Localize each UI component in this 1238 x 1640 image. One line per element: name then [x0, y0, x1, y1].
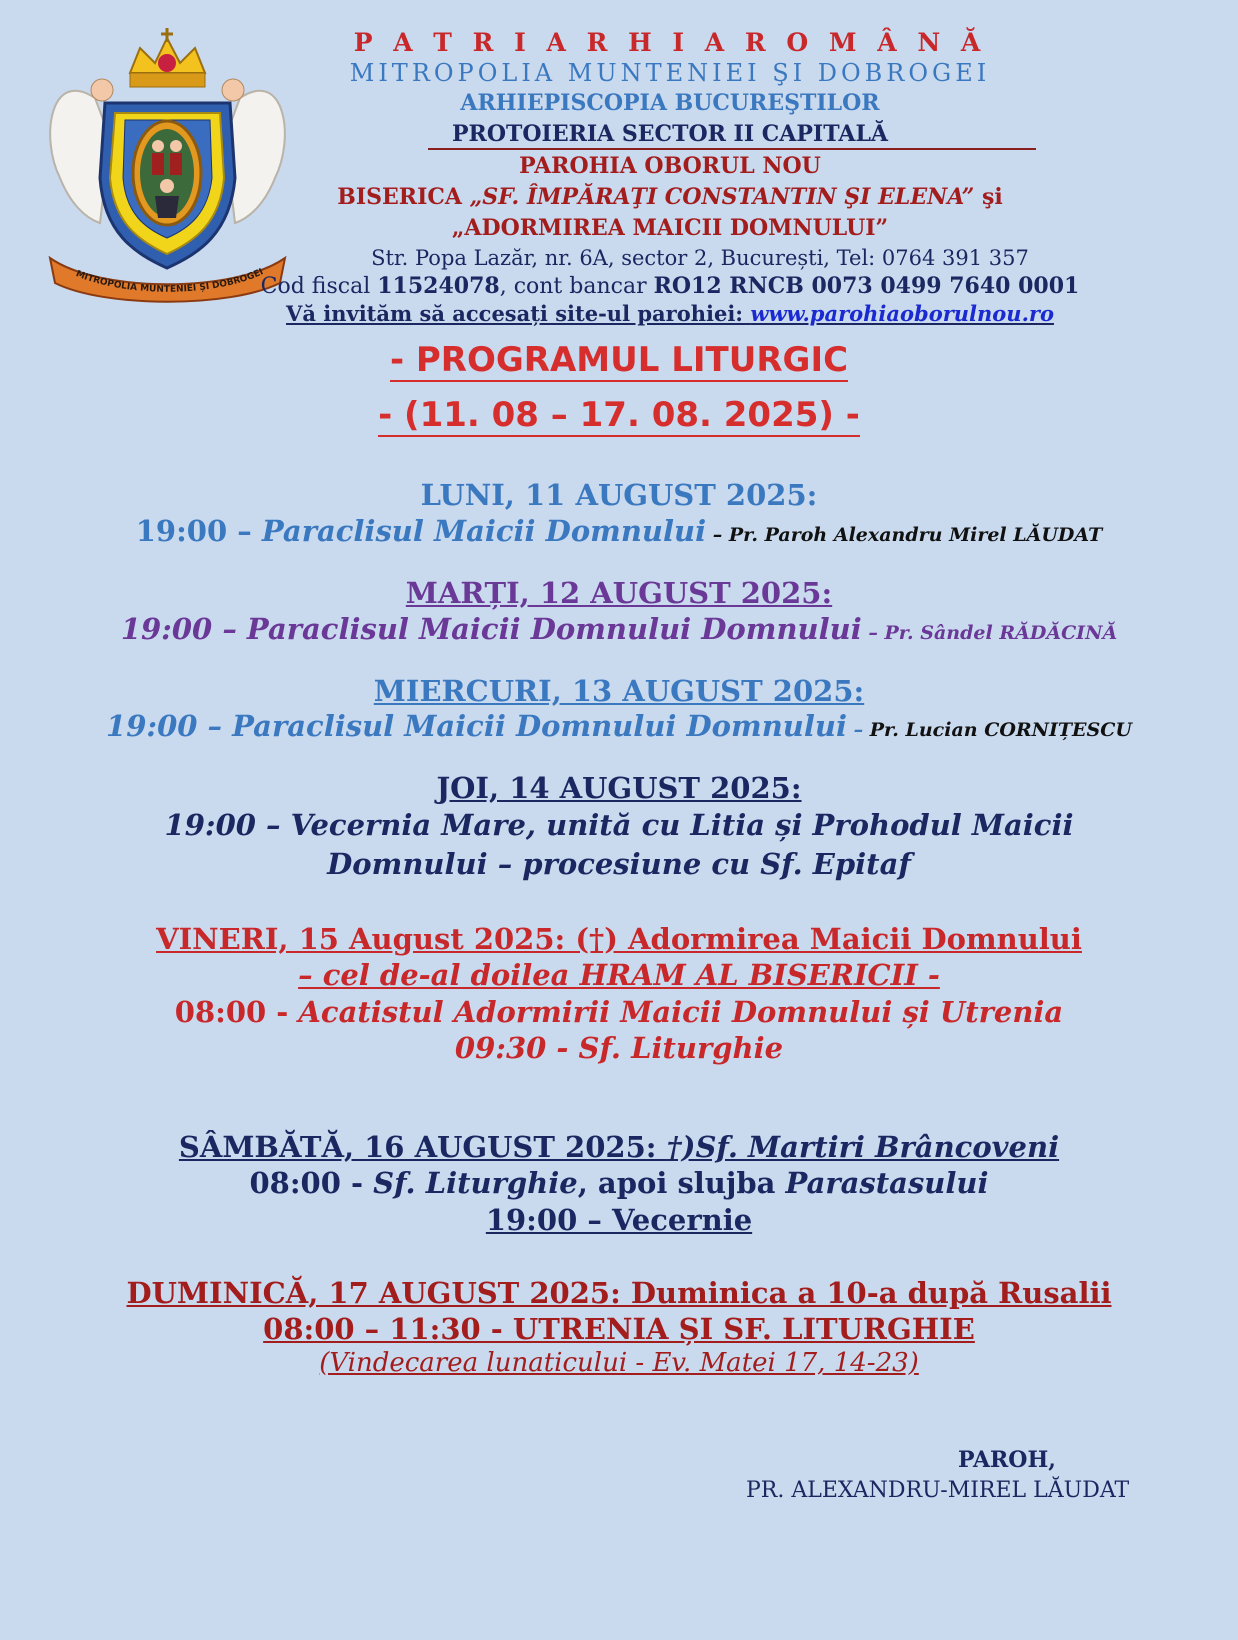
wednesday-service-name: 19:00 – Paraclisul Maicii Domnului Domnului	[106, 709, 847, 743]
friday-line3	[0, 995, 1238, 1029]
program-dates	[0, 395, 1238, 435]
friday-akathist: Acatistul Adormirii Maicii Domnului și Utrenia	[298, 995, 1064, 1029]
tuesday-priest: – Pr. Sândel RĂDĂCINĂ	[861, 622, 1118, 644]
program-title	[0, 340, 1238, 380]
saturday-date: SÂMBĂTĂ, 16 AUGUST 2025:	[178, 1130, 667, 1164]
patriarchy-title: P A T R I A R H I A R O M Â N Ă	[353, 28, 987, 57]
church-prefix: BISERICA	[337, 184, 470, 210]
program-title-text: - PROGRAMUL LITURGIC	[389, 340, 849, 380]
saturday-then: , apoi slujba	[577, 1166, 786, 1200]
bank-account: RO12 RNCB 0073 0499 7640 0001	[653, 273, 1080, 299]
saturday-time: 08:00 -	[249, 1166, 374, 1200]
monday-time: 19:00 –	[135, 514, 262, 548]
friday-time: 08:00 -	[174, 995, 299, 1029]
site-label: Vă invităm să accesați site-ul parohiei:	[286, 301, 751, 326]
saturday-line2	[0, 1166, 1238, 1200]
fiscal-line	[230, 273, 1110, 299]
sunday-gospel: (Vindecarea lunaticului - Ev. Matei 17, 14-23)	[319, 1348, 919, 1378]
church-name: „SF. ÎMPĂRAŢI CONSTANTIN ŞI ELENA”	[469, 184, 975, 210]
friday-liturgy: 09:30 - Sf. Liturghie	[454, 1031, 784, 1065]
site-line	[230, 301, 1110, 326]
deanery-title: PROTOIERIA SECTOR II CAPITALĂ	[452, 121, 888, 147]
parish-website-link[interactable]: www.parohiaoborulnou.ro	[750, 301, 1054, 326]
signature-name: PR. ALEXANDRU-MIREL LĂUDAT	[746, 1478, 1130, 1503]
saturday-heading	[0, 1130, 1238, 1164]
thursday-line2: Domnului – procesiune cu Sf. Epitaf	[327, 847, 911, 881]
tuesday-service	[0, 612, 1238, 646]
wednesday-service	[0, 709, 1238, 743]
wednesday-priest: Pr. Lucian CORNIȚESCU	[869, 719, 1132, 741]
bank-label: , cont bancar	[499, 274, 654, 299]
crest-ribbon-text: MITROPOLIA MUNTENIEI ȘI DOBROGEI	[74, 267, 266, 295]
tuesday-heading: MARȚI, 12 AUGUST 2025:	[405, 576, 833, 610]
monday-service	[0, 514, 1238, 548]
church-title	[230, 184, 1110, 210]
tuesday-service-name: 19:00 – Paraclisul Maicii Domnului Domnului	[120, 612, 862, 646]
metropolis-title: MITROPOLIA MUNTENIEI ŞI DOBROGEI	[349, 59, 991, 87]
parish-title: PAROHIA OBORUL NOU	[519, 153, 821, 179]
church-second-name: „ADORMIREA MAICII DOMNULUI”	[451, 215, 889, 241]
monday-service-name: Paraclisul Maicii Domnului	[261, 514, 707, 548]
sunday-service: 08:00 – 11:30 - UTRENIA ȘI SF. LITURGHIE	[263, 1312, 975, 1346]
thursday-heading: JOI, 14 AUGUST 2025:	[436, 771, 802, 805]
program-dates-text: - (11. 08 – 17. 08. 2025) -	[378, 395, 860, 435]
saturday-vespers: 19:00 – Vecernie	[485, 1203, 753, 1237]
wednesday-dash: –	[846, 719, 870, 741]
monday-priest: – Pr. Paroh Alexandru Mirel LĂUDAT	[706, 524, 1103, 546]
monday-heading: LUNI, 11 AUGUST 2025:	[420, 478, 818, 512]
saturday-feast: †)Sf. Martiri Brâncoveni	[666, 1130, 1060, 1164]
saturday-liturgy: Sf. Liturghie	[373, 1166, 578, 1200]
parish-address: Str. Popa Lazăr, nr. 6A, sector 2, București, Tel: 0764 391 357	[371, 246, 1029, 270]
church-and: şi	[974, 184, 1003, 210]
fiscal-label: Cod fiscal	[260, 274, 378, 299]
thursday-line1: 19:00 – Vecernia Mare, unită cu Litia și Prohodul Maicii	[164, 808, 1074, 842]
friday-feast: – cel de-al doilea HRAM AL BISERICII -	[298, 958, 940, 992]
fiscal-code: 11524078	[377, 273, 500, 299]
sunday-heading: DUMINICĂ, 17 AUGUST 2025: Duminica a 10-a după Rusalii	[126, 1276, 1112, 1310]
signature-role: PAROH,	[958, 1447, 1056, 1473]
archdiocese-title: ARHIEPISCOPIA BUCUREŞTILOR	[460, 90, 880, 116]
deanery-rule	[428, 148, 1036, 150]
wednesday-heading: MIERCURI, 13 AUGUST 2025:	[373, 674, 865, 708]
saturday-parastas: Parastasului	[785, 1166, 989, 1200]
friday-heading: VINERI, 15 August 2025: (†) Adormirea Maicii Domnului	[156, 922, 1082, 956]
